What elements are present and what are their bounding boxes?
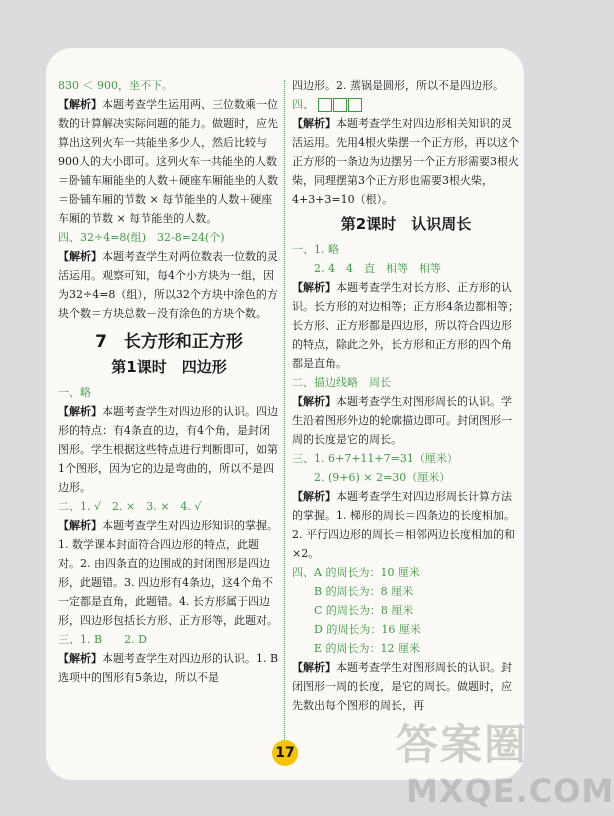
question-number: 一、 [58, 386, 80, 399]
question-number: 三、 [292, 452, 314, 465]
answer-text: 1. 6+7+11+7=31（厘米） [314, 452, 458, 465]
analysis-paragraph [58, 95, 280, 228]
analysis-tag: 【解析】 [292, 281, 336, 294]
question-number: 四、 [292, 98, 314, 111]
analysis-text: 本题考查学生对两位数表一位数的灵活运用。观察可知，每4个小方块为一组，因为32÷4=8（组），所以32个方块中涂色的方块个数＝方块总数－没有涂色的方块个数。 [58, 250, 278, 320]
analysis-paragraph [58, 649, 280, 687]
answer-line: B 的周长为：8 厘米 [314, 585, 414, 598]
answer-line [292, 240, 520, 259]
analysis-tag: 【解析】 [58, 250, 102, 263]
analysis-tag: 【解析】 [292, 661, 336, 674]
watermark-logo: 答案圈 [396, 720, 529, 769]
page-number: 17 [272, 740, 298, 766]
answer-line [292, 449, 520, 468]
continued-text: 四边形。2. 蒸锅是圆形，所以不是四边形。 [292, 79, 504, 92]
answer-text: 32÷4=8(组) 32-8=24(个) [80, 231, 225, 244]
answer-line: 830 ＜ 900，坐不下。 [58, 79, 173, 92]
answer-line [292, 373, 520, 392]
question-number: 四、 [292, 566, 314, 579]
answer-line: E 的周长为：12 厘米 [314, 642, 421, 655]
answer-text: 描边线略 周长 [314, 376, 391, 389]
analysis-tag: 【解析】 [58, 405, 102, 418]
answer-text: 1. B 2. D [80, 633, 147, 646]
analysis-text: 本题考查学生对四边形相关知识的灵活运用。先用4根火柴摆一个正方形，再以这个正方形的一条边为边摆另一个正方形需要3根火柴，同理摆第3个正方形也需要3根火柴，4+3+3=10（根）。 [292, 117, 519, 206]
analysis-tag: 【解析】 [292, 395, 336, 408]
analysis-paragraph [58, 402, 280, 497]
analysis-tag: 【解析】 [58, 652, 102, 665]
answer-line [58, 228, 280, 247]
analysis-paragraph [292, 114, 520, 209]
analysis-paragraph [292, 278, 520, 373]
answer-line [292, 563, 520, 582]
analysis-text: 本题考查学生对四边形周长计算方法的掌握。1. 梯形的周长＝四条边的长度相加。2. 平行四边形的周长＝相邻两边长度相加的和 ×2。 [292, 490, 515, 560]
right-column [292, 76, 520, 715]
analysis-text: 本题考查学生对四边形的认识。1. B选项中的图形有5条边，所以不是 [58, 652, 279, 684]
question-number: 一、 [292, 243, 314, 256]
analysis-text: 本题考查学生对长方形、正方形的认识。长方形的对边相等；正方形4条边都相等；长方形、正方形都是四边形，所以符合四边形的特点，除此之外，长方形和正方形的四个角都是直角。 [292, 281, 519, 370]
analysis-text: 本题考查学生对图形周长的认识。封闭图形一周的长度，是它的周长。做题时，应先数出每个图形的周长，再 [292, 661, 512, 712]
left-column [58, 76, 280, 687]
answer-line: C 的周长为：8 厘米 [314, 604, 414, 617]
analysis-paragraph [292, 658, 520, 715]
analysis-paragraph [292, 487, 520, 563]
answer-line: 2. 4 4 直 相等 相等 [314, 262, 441, 275]
analysis-tag: 【解析】 [58, 519, 102, 532]
answer-line [58, 630, 280, 649]
answer-text: 略 [80, 386, 91, 399]
answer-text: 1. √ 2. × 3. × 4. √ [80, 500, 202, 513]
analysis-tag: 【解析】 [58, 98, 102, 111]
analysis-tag: 【解析】 [292, 117, 336, 130]
answer-line [58, 497, 280, 516]
answer-text: 1. 略 [314, 243, 339, 256]
analysis-text: 本题考查学生对四边形知识的掌握。1. 数学课本封面符合四边形的特点，此题对。2. 由四条直的边围成的封闭图形是四边形，此题错。3. 四边形有4条边，这4个角不一定都是直角，此题错。4. 长方形属于四边形，四边形包括长方形、正方形等，此题对。 [58, 519, 278, 627]
square-boxes-icon [318, 98, 362, 112]
analysis-text: 本题考查学生对图形周长的认识。学生沿着图形外边的轮廓描边即可。封闭图形一周的长度是它的周长。 [292, 395, 512, 446]
answer-text: A 的周长为：10 厘米 [314, 566, 420, 579]
analysis-paragraph [58, 516, 280, 630]
answer-line: 2. (9+6) × 2=30（厘米） [314, 471, 451, 484]
column-divider [284, 80, 285, 748]
question-number: 二、 [58, 500, 80, 513]
answer-line [58, 383, 280, 402]
watermark-url: MXQE.COM [406, 772, 614, 810]
question-number: 二、 [292, 376, 314, 389]
lesson-title: 第1课时 四边形 [111, 358, 227, 376]
question-number: 三、 [58, 633, 80, 646]
answer-line [292, 95, 520, 114]
lesson-title: 第2课时 认识周长 [340, 215, 472, 233]
question-number: 四、 [58, 231, 80, 244]
analysis-paragraph [58, 247, 280, 323]
unit-title: 7 长方形和正方形 [95, 332, 243, 352]
analysis-text: 本题考查学生对四边形的认识。四边形的特点：有4条直的边，有4个角，是封闭图形。学生根据这些特点进行判断即可，如第1个图形，因为它的边是弯曲的，所以不是四边形。 [58, 405, 278, 494]
analysis-tag: 【解析】 [292, 490, 336, 503]
analysis-paragraph [292, 392, 520, 449]
analysis-text: 本题考查学生运用两、三位数乘一位数的计算解决实际问题的能力。做题时，应先算出这列火车一共能坐多少人，然后比较与900人的大小即可。这列火车一共能坐的人数＝卧铺车厢能坐的人数＋硬座车厢能坐的人数＝卧铺车厢的节数 × 每节能坐的人数＋硬座车厢的节数 × 每节能坐的人数。 [58, 98, 278, 225]
answer-line: D 的周长为：16 厘米 [314, 623, 421, 636]
